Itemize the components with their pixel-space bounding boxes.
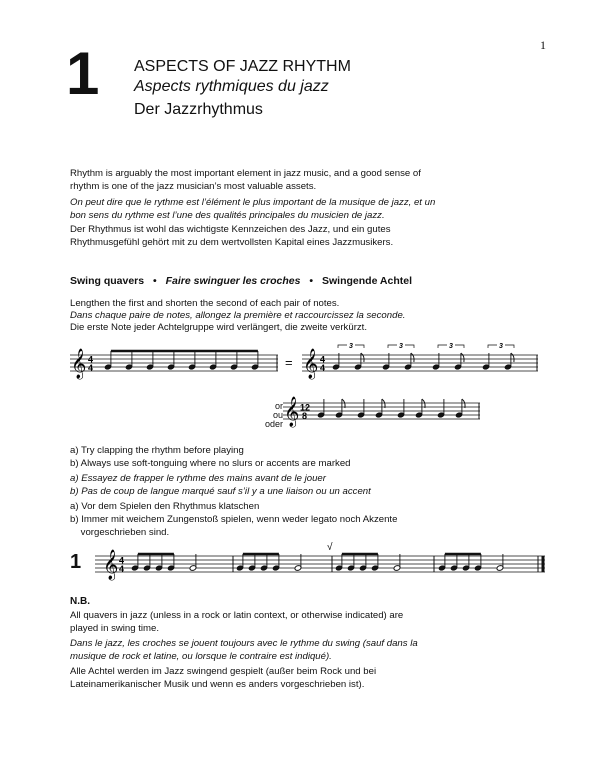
chapter-title-en: ASPECTS OF JAZZ RHYTHM [134,58,351,75]
quaver-group [104,351,259,370]
intro-de: Der Rhythmus ist wohl das wichtigste Kennzeichen des Jazz, und ein gutes Rhythmusgefühl gehört mit zu dem wertvollsten Kapital eines Jazzmusikers. [70,224,394,248]
time-signature-bottom: 8 [302,411,308,421]
tips-fr: a) Essayez de frapper le rythme des mains avant de le jouer b) Pas de coup de langue marqué sauf s’il y a une liaison ou un accent [70,473,371,497]
quaver-flag [511,353,514,362]
time-signature-top: 4 [88,354,94,365]
section-heading-de: Swingende Achtel [321,275,413,287]
quaver-flag [461,353,464,362]
or-label: or ou oder [264,401,283,429]
quaver-flag [411,353,414,362]
triplet-number: 3 [449,343,453,350]
tips-de: a) Vor dem Spielen den Rhythmus klatschen b) Immer mit weichem Zungenstoß spielen, wenn weder legato noch Akzente vorgeschrieben sind. [70,501,398,538]
intro-en: Rhythm is arguably the most important element in jazz music, and a good sense of rhythm is one of the jazz musician’s most valuable assets. [70,168,421,192]
exercise-notes [131,554,504,571]
chapter-number: 1 [66,40,98,107]
triplet-number: 3 [349,343,353,350]
chapter-title-fr: Aspects rythmiques du jazz [134,78,329,95]
compound-quaver-group [317,399,465,418]
instruction-de: Die erste Note jeder Achtelgruppe wird verlängert, die zweite verkürzt. [70,322,368,333]
quaver-flag [361,353,364,362]
triplet-number: 3 [499,343,503,350]
exercise-number: 1 [70,551,82,573]
time-signature-bottom: 4 [88,363,94,373]
treble-clef-icon: 𝄞 [71,349,87,379]
intro-fr: On peut dire que le rythme est l’élément le plus important de la musique de jazz, et un bon sens du rythme est l’une des qualités principales du musicien de jazz. [70,197,436,221]
quaver-flag [422,399,425,408]
section-heading-en: Swing quavers [70,275,145,287]
staff-straight-quavers [70,340,280,390]
equals-sign: = [285,355,293,370]
instruction-fr: Dans chaque paire de notes, allongez la première et raccourcissez la seconde. [70,310,406,321]
time-signature-top: 4 [320,354,326,365]
section-heading [70,275,412,287]
quaver-flag [342,399,345,408]
tips-en: a) Try clapping the rhythm before playing b) Always use soft-tonguing where no slurs or accents are marked [70,445,351,469]
quaver-flag [462,399,465,408]
exercise-staff [95,535,547,585]
instruction-en: Lengthen the first and shorten the second of each pair of notes. [70,298,340,309]
bullet-separator: • [153,275,157,287]
time-signature-bottom: 4 [320,363,326,373]
bullet-separator: • [309,275,314,287]
quaver-flag [382,399,385,408]
staff-triplet-swing [302,340,542,390]
nb-en: All quavers in jazz (unless in a rock or latin context, or otherwise indicated) are played in swing time. [70,610,404,634]
treble-clef-icon: 𝄞 [284,397,300,427]
nb-de: Alle Achtel werden im Jazz swingend gespielt (außer beim Rock und bei Lateinamerikanischer Musik und wenn es anders vorgeschrieben ist). [70,666,377,690]
time-signature-top: 4 [119,555,125,566]
nb-fr: Dans le jazz, les croches se jouent toujours avec le rythme du swing (sauf dans la musique de rock et latine, ou lorsque le contraire est indiqué). [70,638,418,662]
chapter-title-de: Der Jazzrhythmus [134,101,263,118]
staff-twelve-eight [283,393,483,433]
page-number: 1 [540,38,546,52]
section-heading-fr: Faire swinguer les croches [165,275,301,287]
triplet-group [332,343,514,370]
treble-clef-icon: 𝄞 [103,550,119,580]
breath-mark-icon: √ [327,542,333,553]
treble-clef-icon: 𝄞 [303,349,319,379]
triplet-number: 3 [399,343,403,350]
nb-label: N.B. [70,596,90,607]
time-signature-bottom: 4 [119,564,125,574]
time-signature-top: 12 [300,402,311,413]
